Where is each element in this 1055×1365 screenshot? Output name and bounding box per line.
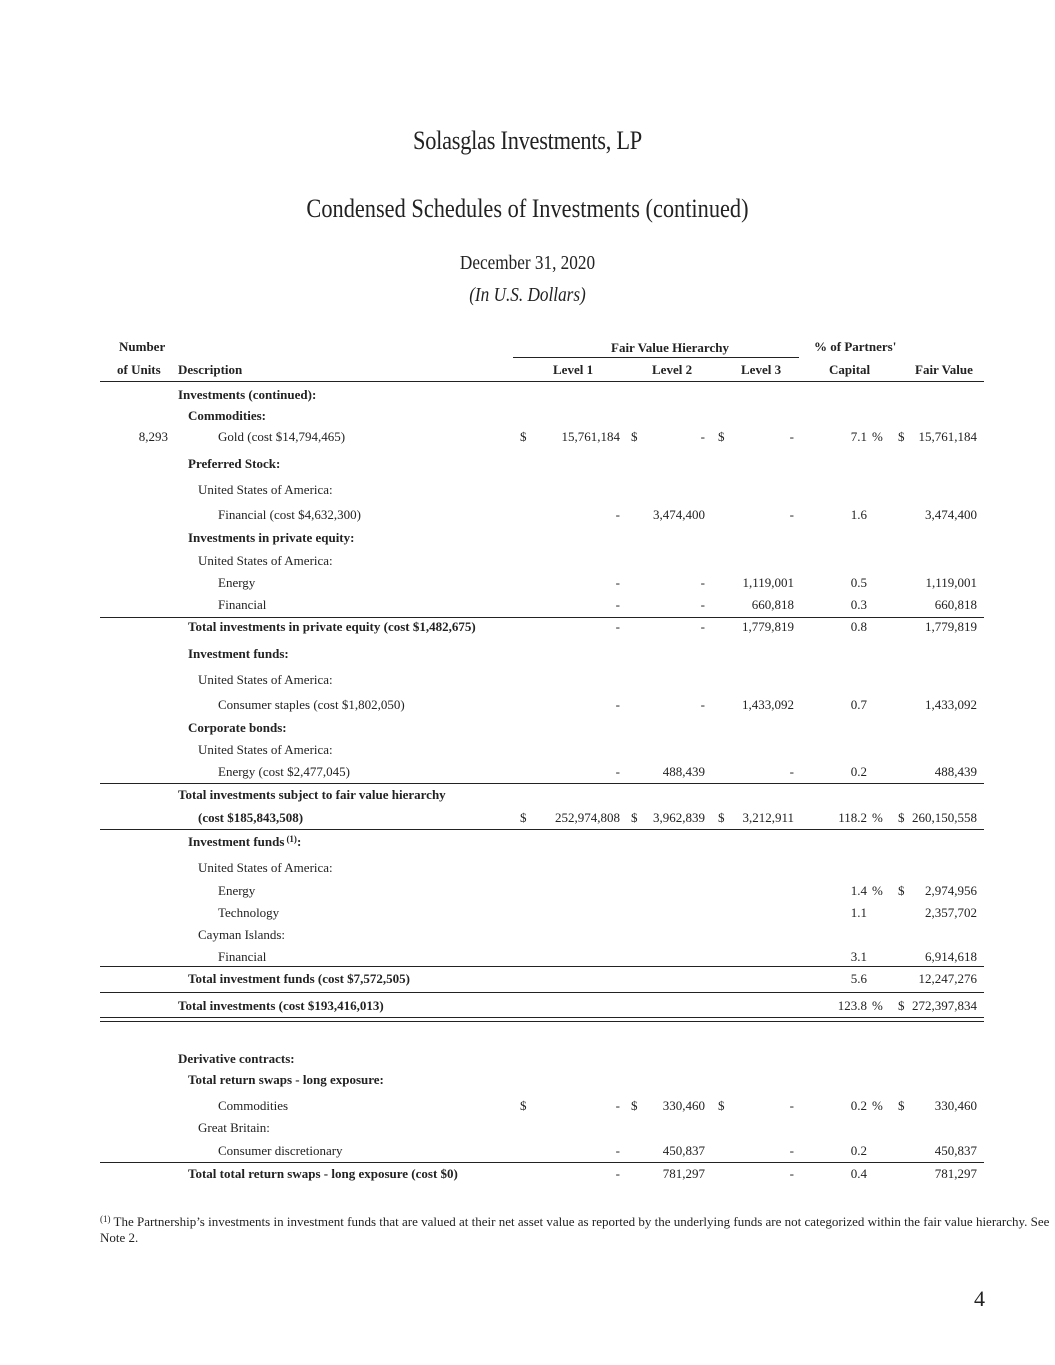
row-description	[188, 1166, 458, 1182]
row-description	[198, 672, 333, 688]
doc-subtitle: Condensed Schedules of Investments (continued)	[306, 194, 749, 223]
row-description	[198, 482, 333, 498]
pct-capital: 118.2	[838, 810, 867, 825]
level1-value: -	[615, 619, 620, 634]
table-row	[0, 646, 1055, 666]
table-row	[0, 408, 1055, 428]
fair-value: 1,779,819	[925, 619, 977, 634]
level2-value: 488,439	[662, 764, 705, 779]
col-fair-value-hierarchy: Fair Value Hierarchy	[611, 340, 729, 355]
footnote-ref: (1)	[286, 834, 297, 844]
row-description	[178, 387, 316, 403]
row-description-text: Commodities	[218, 1098, 289, 1113]
row-description-text: (cost $185,843,508)	[198, 810, 304, 825]
row-description	[188, 619, 476, 635]
footnote-text: The Partnership’s investments in investment funds that are valued at their net asset value as reported by the underlying funds are not categorized within the fair value hierarchy. See Note 2.	[100, 1214, 1050, 1245]
col-level3: Level 3	[741, 362, 782, 377]
pct-capital: 0.2	[850, 1143, 867, 1158]
percent-sign: %	[872, 883, 883, 898]
row-description	[218, 597, 266, 613]
row-description-text: Total investment funds (cost $7,572,505)	[188, 971, 410, 986]
level1-value: -	[615, 597, 620, 612]
row-description-text: Commodities:	[188, 408, 266, 423]
row-description	[188, 1072, 384, 1088]
row-description-text: Total total return swaps - long exposure (cost $0)	[188, 1166, 458, 1181]
row-description-text: Derivative contracts:	[178, 1051, 295, 1066]
col-fair-value: Fair Value	[915, 362, 973, 377]
row-description	[178, 998, 384, 1014]
table-row	[0, 764, 1055, 784]
level2-value: 3,474,400	[653, 507, 705, 522]
level2-value: -	[700, 597, 705, 612]
pct-capital: 0.8	[850, 619, 867, 634]
footnote-marker: (1)	[100, 1214, 111, 1224]
level3-value: -	[789, 1098, 794, 1113]
level2-value: 450,837	[662, 1143, 705, 1158]
row-description-text: United States of America:	[198, 742, 333, 757]
table-row	[0, 1120, 1055, 1140]
level1-value: -	[615, 764, 620, 779]
fair-value: 6,914,618	[925, 949, 977, 964]
row-description	[218, 575, 255, 591]
row-description	[198, 742, 333, 758]
row-description	[218, 883, 255, 899]
row-description	[188, 456, 280, 472]
table-row	[0, 553, 1055, 573]
table-row	[0, 949, 1055, 969]
level3-value: -	[789, 1143, 794, 1158]
pct-capital: 0.5	[850, 575, 867, 590]
row-description	[218, 507, 361, 523]
row-description	[198, 927, 285, 943]
row-description	[188, 971, 410, 987]
currency-sign: $	[718, 810, 725, 825]
level2-value: 781,297	[662, 1166, 705, 1181]
level2-value: 3,962,839	[653, 810, 705, 825]
row-description-text: Energy	[218, 883, 256, 898]
row-description	[218, 1143, 343, 1159]
row-description-text: Investments in private equity:	[188, 530, 355, 545]
currency-sign: $	[898, 998, 905, 1013]
pct-capital: 0.2	[850, 1098, 867, 1113]
row-description-text: Investment funds	[188, 834, 285, 849]
level2-value: -	[700, 429, 705, 444]
level1-value: -	[615, 697, 620, 712]
percent-sign: %	[872, 429, 883, 444]
table-row	[0, 720, 1055, 740]
level2-value: -	[700, 575, 705, 590]
currency-sign: $	[898, 883, 905, 898]
row-description	[218, 949, 266, 965]
level3-value: -	[789, 764, 794, 779]
percent-sign: %	[872, 998, 883, 1013]
row-description	[218, 905, 279, 921]
row-description-text: United States of America:	[198, 553, 333, 568]
table-row	[0, 697, 1055, 717]
fair-value: 660,818	[934, 597, 977, 612]
row-description	[218, 697, 405, 713]
table-row	[0, 1166, 1055, 1186]
pct-capital: 123.8	[837, 998, 867, 1013]
table-row	[0, 1098, 1055, 1118]
pct-capital: 0.3	[850, 597, 867, 612]
level3-value: 1,119,001	[742, 575, 794, 590]
fair-value: 1,433,092	[925, 697, 977, 712]
fair-value: 2,357,702	[925, 905, 977, 920]
col-number-line1: Number	[119, 339, 166, 354]
row-description-text: Total return swaps - long exposure:	[188, 1072, 384, 1087]
row-description-text: Cayman Islands:	[198, 927, 286, 942]
fair-value: 3,474,400	[925, 507, 977, 522]
percent-sign: %	[872, 810, 883, 825]
row-description-text: Great Britain:	[198, 1120, 270, 1135]
row-description	[188, 530, 354, 546]
row-description-text: Energy	[218, 575, 256, 590]
table-row	[0, 1051, 1055, 1071]
table-row	[0, 1072, 1055, 1092]
currency-sign: $	[520, 429, 527, 444]
col-level2: Level 2	[652, 362, 693, 377]
currency-sign: $	[718, 429, 725, 444]
col-description: Description	[178, 362, 243, 377]
row-description	[218, 1098, 288, 1114]
row-description-text: Investment funds:	[188, 646, 289, 661]
table-row	[0, 507, 1055, 527]
table-row	[0, 810, 1055, 830]
table-row	[0, 883, 1055, 903]
pct-capital: 7.1	[850, 429, 867, 444]
row-description-suffix: :	[296, 834, 302, 849]
fair-value: 450,837	[934, 1143, 977, 1158]
col-level1: Level 1	[553, 362, 594, 377]
col-pct-line2: Capital	[829, 362, 871, 377]
level1-value: -	[615, 507, 620, 522]
row-description-text: Preferred Stock:	[188, 456, 281, 471]
row-description	[178, 787, 446, 803]
currency-sign: $	[898, 810, 905, 825]
table-row	[0, 575, 1055, 595]
level1-value: -	[615, 1143, 620, 1158]
pct-capital: 0.7	[850, 697, 867, 712]
currency-sign: $	[631, 429, 638, 444]
level1-value: -	[615, 1166, 620, 1181]
row-description-text: United States of America:	[198, 482, 333, 497]
pct-capital: 0.4	[850, 1166, 867, 1181]
row-description-text: Financial	[218, 597, 267, 612]
fair-value: 272,397,834	[912, 998, 977, 1013]
currency-sign: $	[520, 810, 527, 825]
row-description-text: United States of America:	[198, 860, 333, 875]
table-row	[0, 971, 1055, 991]
currency-sign: $	[898, 429, 905, 444]
pct-capital: 1.4	[850, 883, 867, 898]
pct-capital: 3.1	[850, 949, 867, 964]
table-row	[0, 742, 1055, 762]
table-row	[0, 998, 1055, 1018]
table-row	[0, 429, 1055, 449]
fair-value: 260,150,558	[912, 810, 977, 825]
table-row	[0, 787, 1055, 807]
doc-title: Solasglas Investments, LP	[413, 126, 642, 155]
row-description	[198, 860, 333, 876]
row-description-text: Financial	[218, 949, 267, 964]
pct-capital: 5.6	[850, 971, 867, 986]
level1-value: 252,974,808	[555, 810, 620, 825]
row-description-text: Total investments in private equity (cost $1,482,675)	[188, 619, 476, 634]
table-row	[0, 482, 1055, 502]
level2-value: -	[700, 697, 705, 712]
fair-value: 781,297	[934, 1166, 977, 1181]
fair-value: 330,460	[934, 1098, 977, 1113]
percent-sign: %	[872, 1098, 883, 1113]
row-description-text: Consumer staples (cost $1,802,050)	[218, 697, 405, 712]
row-description-text: United States of America:	[198, 672, 333, 687]
level3-value: 1,779,819	[742, 619, 794, 634]
currency-sign: $	[898, 1098, 905, 1113]
level3-value: -	[789, 429, 794, 444]
level1-value: -	[615, 1098, 620, 1113]
table-row	[0, 672, 1055, 692]
row-description-text: Technology	[218, 905, 280, 920]
row-description	[188, 720, 287, 736]
page-number: 4	[974, 1286, 985, 1311]
pct-capital: 1.1	[850, 905, 867, 920]
row-description-text: Corporate bonds:	[188, 720, 287, 735]
row-description	[178, 1051, 295, 1067]
pct-capital: 1.6	[850, 507, 867, 522]
fair-value: 488,439	[934, 764, 977, 779]
row-description-text: Investments (continued):	[178, 387, 317, 402]
level3-value: 1,433,092	[742, 697, 794, 712]
row-description-text: Gold (cost $14,794,465)	[218, 429, 346, 444]
table-row	[0, 1143, 1055, 1163]
currency-sign: $	[718, 1098, 725, 1113]
table-row	[0, 597, 1055, 617]
level3-value: -	[789, 1166, 794, 1181]
fair-value: 12,247,276	[918, 971, 977, 986]
table-row	[0, 860, 1055, 880]
row-description-text: Total investments subject to fair value hierarchy	[178, 787, 446, 802]
pct-capital: 0.2	[850, 764, 867, 779]
col-number-line2: of Units	[117, 362, 161, 377]
row-units: 8,293	[138, 429, 168, 444]
fair-value: 1,119,001	[925, 575, 977, 590]
level2-value: 330,460	[662, 1098, 705, 1113]
row-description-text: Consumer discretionary	[218, 1143, 343, 1158]
level2-value: -	[700, 619, 705, 634]
row-description	[218, 764, 350, 780]
level3-value: 3,212,911	[742, 810, 794, 825]
table-row	[0, 927, 1055, 947]
row-description-text: Financial (cost $4,632,300)	[218, 507, 361, 522]
doc-date: December 31, 2020	[459, 252, 596, 274]
col-pct-line1: % of Partners'	[814, 339, 897, 354]
currency-sign: $	[520, 1098, 527, 1113]
row-description	[188, 408, 266, 424]
row-description	[218, 429, 345, 445]
currency-sign: $	[631, 810, 638, 825]
table-row	[0, 834, 1055, 854]
level3-value: -	[789, 507, 794, 522]
doc-units-note: (In U.S. Dollars)	[469, 284, 586, 306]
level1-value: 15,761,184	[561, 429, 620, 444]
table-row	[0, 387, 1055, 407]
fair-value: 2,974,956	[925, 883, 977, 898]
table-row	[0, 905, 1055, 925]
row-description-text: Total investments (cost $193,416,013)	[178, 998, 384, 1013]
row-description-text: Energy (cost $2,477,045)	[218, 764, 350, 779]
row-description	[198, 1120, 270, 1136]
row-description	[188, 646, 289, 662]
row-description	[198, 810, 303, 826]
level3-value: 660,818	[751, 597, 794, 612]
level1-value: -	[615, 575, 620, 590]
fair-value: 15,761,184	[918, 429, 977, 444]
footnote	[100, 1214, 1055, 1246]
table-row	[0, 456, 1055, 476]
table-row	[0, 530, 1055, 550]
currency-sign: $	[631, 1098, 638, 1113]
row-description	[198, 553, 333, 569]
table-row	[0, 619, 1055, 639]
row-description	[188, 834, 301, 850]
